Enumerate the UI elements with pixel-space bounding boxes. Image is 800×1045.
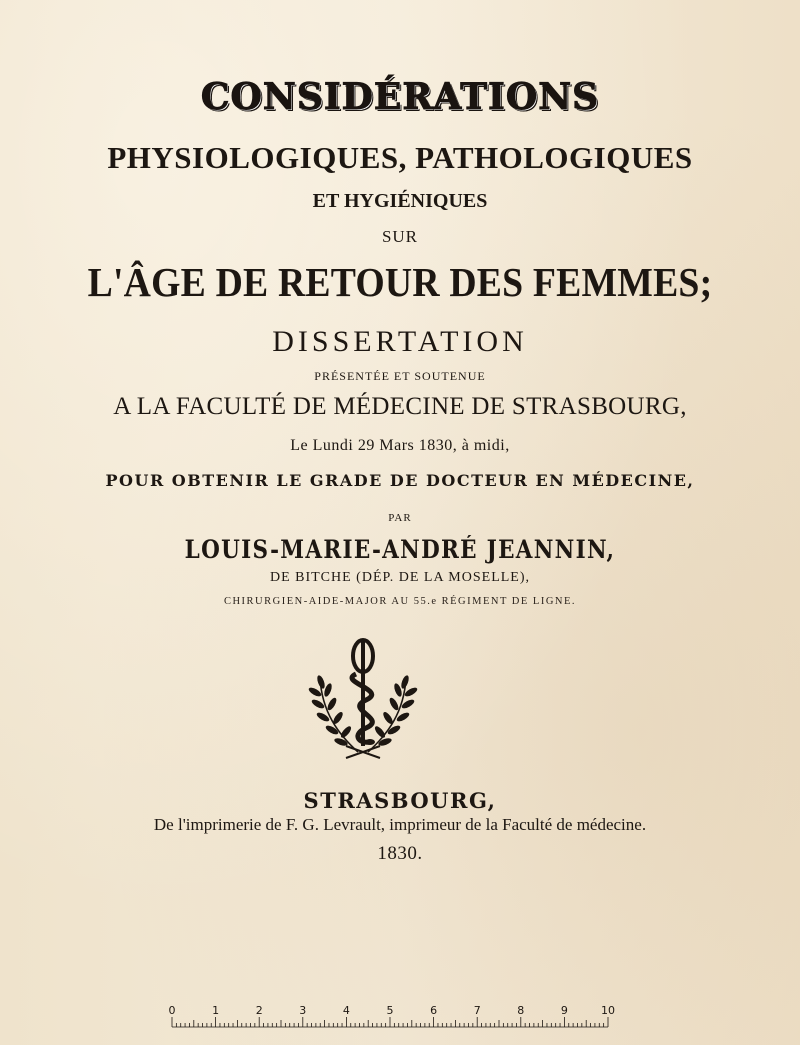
caduceus-laurel-emblem-icon	[308, 634, 418, 760]
author-name: LOUIS-MARIE-ANDRÉ JEANNIN,	[184, 535, 616, 564]
document-type: DISSERTATION	[272, 325, 528, 358]
printer-line: De l'imprimerie de F. G. Levrault, imprimeur de la Faculté de médecine.	[153, 815, 647, 834]
ruler-label: 2	[255, 1004, 263, 1017]
year-line: 1830.	[377, 843, 423, 864]
ruler-label: 0	[168, 1004, 176, 1017]
main-title: L'ÂGE DE RETOUR DES FEMMES;	[87, 259, 713, 305]
heading-considerations: CONSIDÉRATIONS	[200, 76, 600, 118]
ruler-label: 4	[342, 1004, 350, 1017]
subtitle-line-2: ET HYGIÉNIQUES	[312, 190, 488, 212]
purpose-line: POUR OBTENIR LE GRADE DE DOCTEUR EN MÉDECINE,	[105, 471, 695, 490]
author-origin: DE BITCHE (DÉP. DE LA MOSELLE),	[269, 570, 531, 585]
ruler-label: 10	[601, 1004, 615, 1017]
faculty-line: A LA FACULTÉ DE MÉDECINE DE STRASBOURG,	[113, 393, 687, 420]
sur-label: SUR	[381, 227, 419, 246]
ruler-label: 1	[212, 1004, 220, 1017]
ruler-label: 8	[517, 1004, 525, 1017]
city-line: STRASBOURG,	[303, 788, 497, 813]
ruler-label: 6	[430, 1004, 438, 1017]
author-rank: CHIRURGIEN-AIDE-MAJOR AU 55.e RÉGIMENT DE LIGNE.	[223, 596, 577, 607]
ruler-label: 5	[386, 1004, 394, 1017]
ruler-label: 9	[560, 1004, 568, 1017]
scale-ruler	[160, 1003, 620, 1029]
date-line: Le Lundi 29 Mars 1830, à midi,	[290, 437, 510, 454]
ruler-label: 7	[473, 1004, 481, 1017]
ruler-label: 3	[299, 1004, 307, 1017]
subtitle-line-1: PHYSIOLOGIQUES, PATHOLOGIQUES	[107, 140, 693, 175]
presented-label: PRÉSENTÉE ET SOUTENUE	[314, 369, 486, 383]
by-label: PAR	[388, 512, 412, 524]
